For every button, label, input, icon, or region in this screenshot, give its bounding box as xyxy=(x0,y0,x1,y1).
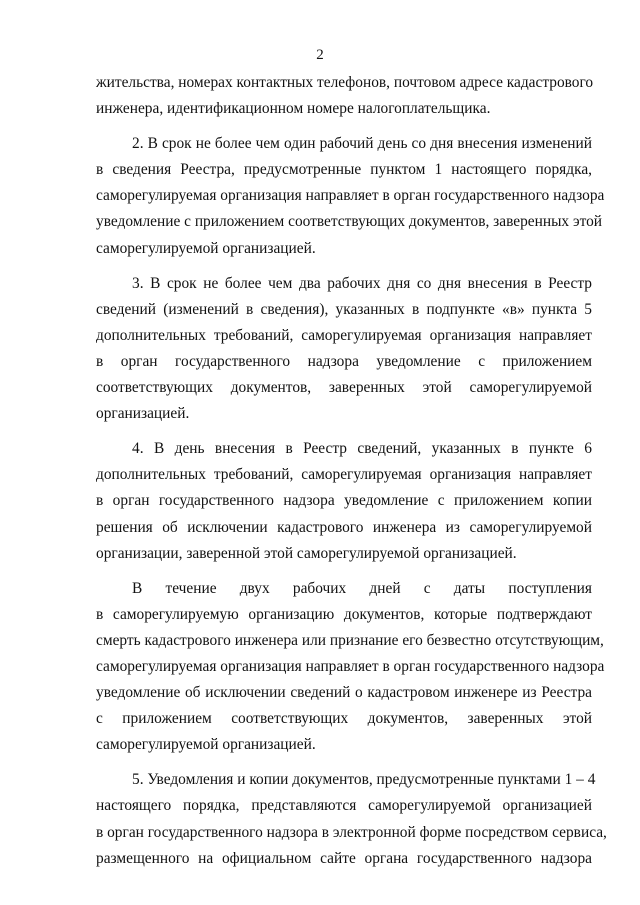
page-number: 2 xyxy=(316,47,324,63)
text-line: саморегулируемой организацией. xyxy=(96,736,316,754)
paragraph-2 xyxy=(96,131,605,261)
text-line: дополнительных требований, саморегулируемая организация направляет xyxy=(96,466,592,484)
document-body xyxy=(96,70,607,872)
text-line: 3. В срок не более чем два рабочих дня со дня внесения в Реестр xyxy=(132,274,592,292)
text-line: саморегулируемая организация направляет в орган государственного надзора xyxy=(96,657,605,675)
text-line: соответствующих документов, заверенных этой саморегулируемой xyxy=(96,379,592,397)
text-line: инженера, идентификационном номере налогоплательщика. xyxy=(96,100,491,118)
text-line: в орган государственного надзора уведомление с приложением копии xyxy=(96,492,592,510)
text-line: сведений (изменений в сведения), указанных в подпункте «в» пункта 5 xyxy=(96,300,592,318)
text-line: смерть кадастрового инженера или признание его безвестно отсутствующим, xyxy=(96,631,604,649)
text-line: размещенного на официальном сайте органа государственного надзора xyxy=(96,849,592,867)
paragraph-3 xyxy=(96,271,592,428)
text-line: саморегулируемая организация направляет в орган государственного надзора xyxy=(96,187,605,205)
paragraph-5 xyxy=(96,576,605,759)
text-line: организацией. xyxy=(96,405,190,423)
text-line: в саморегулируемую организацию документов, которые подтверждают xyxy=(96,605,592,623)
text-line: 4. В день внесения в Реестр сведений, указанных в пункте 6 xyxy=(132,440,592,458)
text-line: в орган государственного надзора уведомление с приложением xyxy=(96,352,592,370)
text-line: В течение двух рабочих дней с даты поступления xyxy=(132,579,592,597)
text-line: в сведения Реестра, предусмотренные пунктом 1 настоящего порядка, xyxy=(96,161,592,179)
text-line: с приложением соответствующих документов, заверенных этой xyxy=(96,710,592,728)
text-line: решения об исключении кадастрового инженера из саморегулируемой xyxy=(96,518,592,536)
paragraph-4 xyxy=(96,436,592,566)
text-line: 2. В срок не более чем один рабочий день со дня внесения изменений xyxy=(132,135,592,153)
text-line: 5. Уведомления и копии документов, предусмотренные пунктами 1 – 4 xyxy=(132,771,596,789)
text-line: уведомление об исключении сведений о кадастровом инженере из Реестра xyxy=(96,684,592,702)
text-line: настоящего порядка, представляются саморегулируемой организацией xyxy=(96,797,592,815)
paragraph-6 xyxy=(96,767,607,871)
text-line: жительства, номерах контактных телефонов, почтовом адресе кадастрового xyxy=(96,74,594,91)
text-line: саморегулируемой организацией. xyxy=(96,239,316,257)
paragraph-1 xyxy=(96,70,592,122)
text-line: в орган государственного надзора в электронной форме посредством сервиса, xyxy=(96,823,607,841)
text-line: дополнительных требований, саморегулируемая организация направляет xyxy=(96,326,592,344)
text-line: организации, заверенной этой саморегулируемой организацией. xyxy=(96,544,517,562)
text-line: уведомление с приложением соответствующих документов, заверенных этой xyxy=(96,213,603,231)
